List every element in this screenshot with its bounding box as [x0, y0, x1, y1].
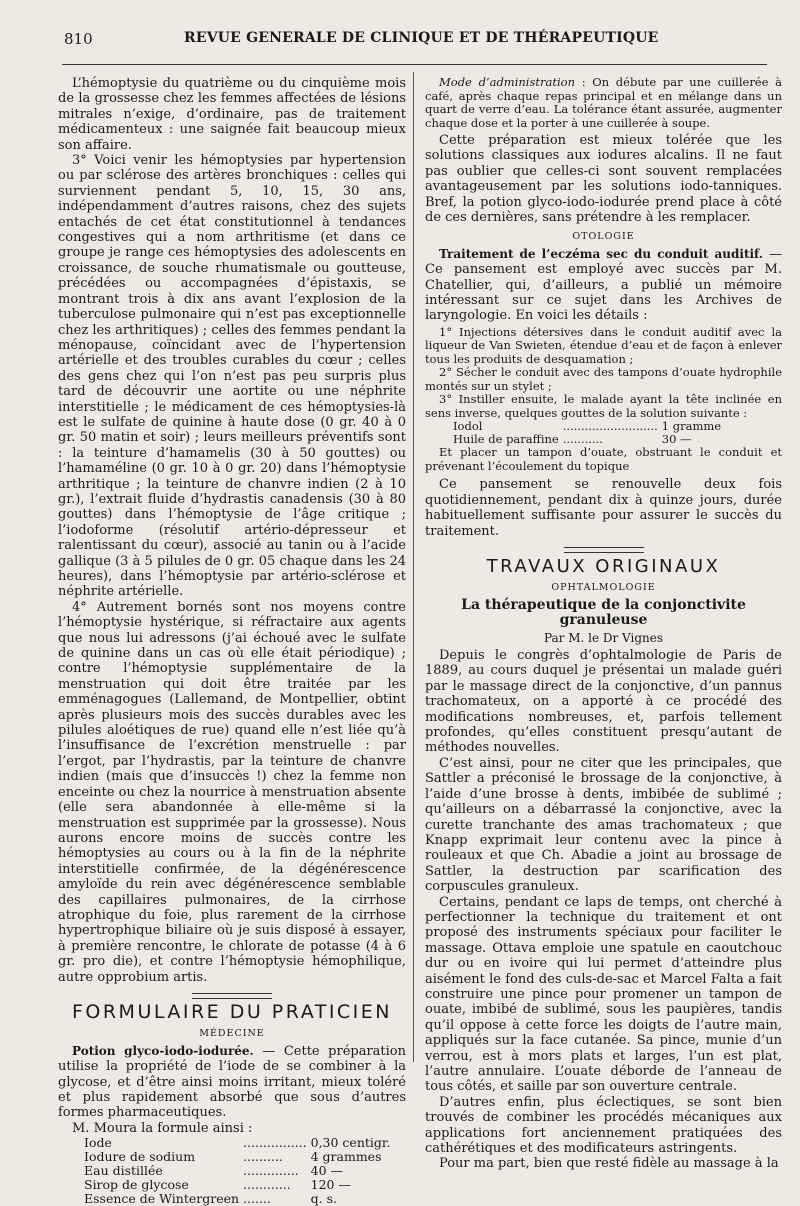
recipe-table: [453, 420, 725, 446]
paragraph: M. Moura la formule ainsi :: [72, 1120, 253, 1136]
right-column: [425, 76, 782, 1172]
recipe-row: Essence de Wintergreen ....... q. s.: [84, 1192, 394, 1206]
label-mode: Mode d’administration: [439, 75, 575, 89]
recipe-row: Iode ................ 0,30 centigr.: [84, 1136, 394, 1150]
paragraph: Cette préparation est mieux tolérée que les solutions classiques aux iodures alcalins. Il ne faut pas oublier que celles-ci sont souvent remplacées avantageusement par les solutions iodo-tanniques. Bref, la potion glyco-iodo-iodurée prend place à côté de ces dernières, sans prétendre à les remplacer.: [425, 133, 782, 226]
ingredient: Essence de Wintergreen: [84, 1191, 240, 1206]
paragraph: [58, 1044, 406, 1121]
subsection-label: OTOLOGIE: [572, 231, 635, 243]
ingredient: Sirop de glycose: [84, 1177, 189, 1193]
ingredient: Iodure de sodium: [84, 1149, 196, 1165]
paragraph: C’est ainsi, pour ne citer que les principales, que Sattler a préconisé le brossage de la conjonctive, à l’aide d’une brosse à dents, imbibée de sublimé ; qu’ailleurs on a débarrassé la conjonctive, avec la curette tranchante des amas trachomateux ; que Knapp exprimait leur contenu avec la pince à rouleaux et que Ch. Abadie a joint au brossage de Sattler, la destruction par scarification des corpuscules granuleux.: [425, 755, 782, 895]
quantity: 40 —: [310, 1163, 344, 1179]
paragraph: Ce pansement se renouvelle deux fois quotidiennement, pendant dix à quinze jours, durée habituellement suffisante pour assurer le succès du traitement.: [425, 477, 782, 539]
paragraph: 3° Voici venir les hémoptysies par hypertension ou par sclérose des artères bronchiques : celles qui surviennent pendant 5, 10, 15, 30 ans, indépendamment d’autres raisons, chez des sujets entachés de cet état constitutionnel à tendances congestives qui a nom arthritisme (et dans ce groupe je range ces hémoptysies des adolescents en croissance, de souche rhumatismale ou goutteuse, précédées ou accompagnées d’épistaxis, se montrant trois à dix ans avant l’explosion de la tuberculose pulmonaire qui n’est pas exceptionnelle chez les arthritiques) ; celles des femmes pendant la ménopause, coïncidant avec de l’hypertension artérielle et des troubles curables du cœur ; celles des gens chez qui l’on n’est pas peu surpris plus tard de découvrir une aortite ou une néphrite interstitielle ; le médicament de ces hémoptysies-là est le sulfate de quinine à haute dose (0 gr. 40 à 0 gr. 50 matin et soir) ; leurs meilleurs préventifs sont : la teinture d’hamamelis (30 à 50 gouttes) ou l’hamaméline (0 gr. 10 à 0 gr. 20) dans l’hémoptysie arthritique ; la teinture de chanvre indien (2 à 10 gr.), l’extrait fluide d’hydrastis canadensis (30 à 80 gouttes) dans l’hémoptysie de l’âge critique ; l’iodoforme (résolutif artério-dépresseur et ralentissant du cœur), associé au tanin ou à l’acide gallique (3 à 5 pilules de 0 gr. 05 chaque dans les 24 heures), dans l’hémoptysie par artério-sclérose et néphrite artérielle.: [58, 153, 406, 600]
recipe-row: Iodol .......................... 1 gramme: [453, 420, 725, 433]
recipe-row: Sirop de glycose ............ 120 —: [84, 1178, 394, 1192]
column-divider: [413, 72, 414, 1062]
entry-lead: Potion glyco-iodo-iodurée.: [72, 1043, 254, 1058]
section-heading-formulaire: FORMULAIRE DU PRATICIEN: [71, 1000, 393, 1023]
subsection-label: MÉDECINE: [199, 1028, 265, 1040]
recipe-row: Huile de paraffine ........... 30 —: [453, 433, 725, 446]
quantity: 0,30 centigr.: [310, 1135, 391, 1151]
quantity: 30 —: [661, 432, 692, 447]
article-title: La thérapeutique de la conjonctivite granuleuse: [461, 596, 746, 629]
section-ornament: [564, 547, 644, 553]
ingredient: Huile de paraffine: [453, 432, 559, 447]
entry-text: — Cette préparation utilise la propriété de l’iode de se combiner à la glycose, et d’être ainsi moins irritant, mieux toléré et plus rapidement absorbé que sous d’autres formes pharmaceutiques.: [58, 1043, 407, 1121]
quantity: 4 grammes: [310, 1149, 382, 1165]
ingredient: Iode: [84, 1135, 112, 1151]
step: Et placer un tampon d’ouate, obstruant le conduit et prévenant l’écoulement du topique: [425, 445, 782, 473]
paragraph: D’autres enfin, plus éclectiques, se sont bien trouvés de combiner les procédés mécaniques aux applications fort anciennement pratiquées des cathérétiques et des modificateurs astringents.: [425, 1094, 782, 1157]
paragraph: Depuis le congrès d’ophtalmologie de Paris de 1889, au cours duquel je présentai un malade guéri par le massage direct de la conjonctive, d’un pannus trachomateux, on a apporté à ce procédé des modifications nombreuses, et, parfois tellement profondes, qu’elles constituent presqu’autant de méthodes nouvelles.: [425, 648, 782, 756]
quantity: 120 —: [310, 1177, 351, 1193]
recipe-row: Eau distillée .............. 40 —: [84, 1164, 394, 1178]
step: 2° Sécher le conduit avec des tampons d’ouate hydrophile montés sur un stylet ;: [425, 365, 782, 393]
paragraph: Pour ma part, bien que resté fidèle au massage à la: [439, 1156, 779, 1172]
paragraph: Certains, pendant ce laps de temps, ont cherché à perfectionner la technique du traitement et ont proposé des instruments spéciaux pour faciliter le massage. Ottava emploie une spatule en caoutchouc dur ou en ivoire qui lui permet d’atteindre plus aisément le fond des culs-de-sac et Marcel Falta a fait construire une pince pour promener un tampon de ouate, imbibé de sublimé, sous les paupières, tandis qu’il oppose à cette force les doigts de l’autre main, appliqués sur la face cutanée. Sa pince, munie d’un verrou, est à mors plats et larges, l’un est plat, l’autre annulaire. L’ouate déborde de l’anneau de tous côtés, et saille par son ouverture centrale.: [425, 894, 782, 1095]
mode-text: : On débute par une cuillerée à café, après chaque repas principal et en mélange dans un quart de verre d’eau. La tolérance étant assurée, augmenter chaque dose et la porter à une cuillerée à soupe.: [425, 75, 782, 130]
article-author: Par M. le Dr Vignes: [543, 630, 664, 645]
running-header: [64, 30, 764, 50]
paragraph: [425, 76, 782, 130]
entry-lead: Traitement de l’eczéma sec du conduit auditif.: [439, 246, 763, 261]
paragraph: [425, 247, 782, 324]
section-heading-travaux: TRAVAUX ORIGINAUX: [486, 556, 721, 577]
quantity: q. s.: [310, 1191, 337, 1206]
header-rule: [62, 64, 767, 65]
paragraph: 4° Autrement bornés sont nos moyens contre l’hémoptysie hystérique, si réfractaire aux agents que nous lui adressons (j’ai échoué avec le sulfate de quinine dans un cas où elle était périodique) ; contre l’hémoptysie supplémentaire de la menstruation qui doit être traitée par les emménagogues (Lallemand, de Montpellier, obtint après plusieurs mois des succès durables avec les pilules aloétiques de rue) quand elle n’est liée qu’à l’insuffisance de l’excrétion menstruelle : par l’ergot, par l’hydrastis, par la teinture de chanvre indien (mais que d’insuccès !) chez la femme non enceinte ou chez la nourrice à menstruation absente (elle sera abandonnée à elle-même si la menstruation est supprimée par la grossesse). Nous aurons encore moins de succès contre les hémoptysies au cours ou à la fin de la néphrite interstitielle confirmée, de la dégénérescence amyloïde du rein avec dégénérescence semblable des capillaires pulmonaires, de la cirrhose atrophique du foie, plus rarement de la cirrhose hypertrophique biliaire où je suis disposé à essayer, à première rencontre, le chlorate de potasse (4 à 6 gr. pro die), et contre l’hémoptysie hémophilique, autre opprobium artis.: [58, 599, 406, 985]
entry-text: — Ce pansement est employé avec succès par M. Chatellier, qui, d’ailleurs, a publié un mémoire intéressant sur ce sujet dans les Archives de laryngologie. En voici les détails :: [425, 246, 782, 324]
step: 3° Instiller ensuite, le malade ayant la tête inclinée en sens inverse, quelques gouttes de la solution suivante :: [425, 392, 782, 420]
recipe-table: [84, 1136, 394, 1206]
subsection-label: OPHTALMOLOGIE: [551, 582, 656, 594]
section-ornament: [192, 993, 272, 999]
left-column: [58, 76, 406, 1206]
page-number: 810: [64, 30, 93, 48]
ingredient: Eau distillée: [84, 1163, 163, 1179]
quantity: 1 gramme: [661, 419, 722, 434]
paragraph: L’hémoptysie du quatrième ou du cinquième mois de la grossesse chez les femmes affectées de lésions mitrales n’exige, d’ordinaire, pas de traitement médicamenteux : une saignée fait beaucoup mieux son affaire.: [58, 76, 406, 153]
journal-title: REVUE GENERALE DE CLINIQUE ET DE THÉRAPEUTIQUE: [184, 30, 659, 46]
recipe-row: Iodure de sodium .......... 4 grammes: [84, 1150, 394, 1164]
ingredient: Iodol: [453, 419, 483, 434]
step: 1° Injections détersives dans le conduit auditif avec la liqueur de Van Swieten, étendue d’eau et de façon à enlever tous les produits de desquamation ;: [425, 324, 782, 366]
